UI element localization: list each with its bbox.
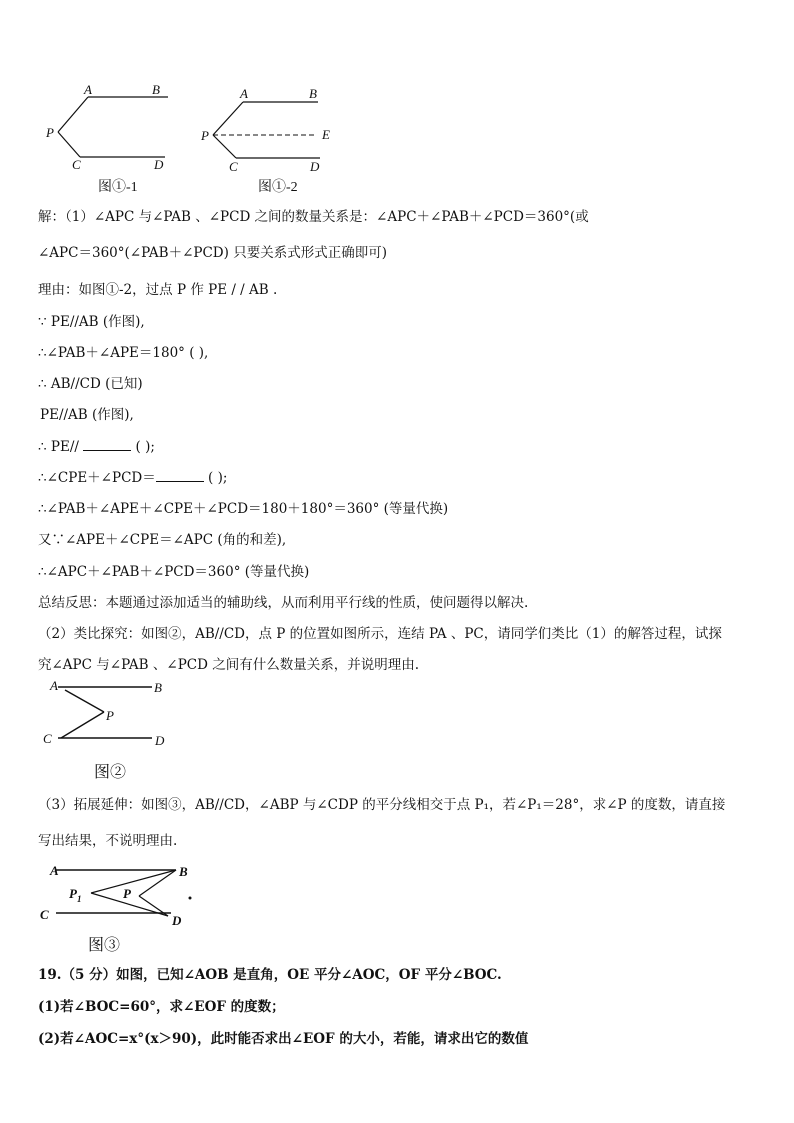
figure-3 — [36, 858, 206, 958]
label-c: C — [43, 731, 52, 746]
part-3-line-1: （3）拓展延伸：如图③，AB//CD，∠ABP 与∠CDP 的平分线相交于点 P₁，若∠P₁＝28°，求∠P 的度数，请直接 — [38, 797, 726, 813]
reason-line: 理由：如图①-2，过点 P 作 PE / / AB . — [38, 282, 278, 298]
solution-line-2: ∠APC＝360°(∠PAB＋∠PCD) 只要关系式形式正确即可) — [38, 245, 387, 261]
question-19-part-2: (2)若∠AOC=x°(x＞90)，此时能否求出∠EOF 的大小，若能，请求出它的数值 — [38, 1031, 529, 1047]
proof-line-5 — [38, 438, 768, 456]
label-a: A — [50, 863, 59, 878]
part-2-line-1: （2）类比探究：如图②，AB//CD，点 P 的位置如图所示，连结 PA 、PC，请同学们类比（1）的解答过程，试探 — [38, 626, 722, 642]
proof-line-4: PE//AB (作图), — [40, 407, 134, 423]
label-d: D — [155, 733, 165, 748]
label-b: B — [309, 86, 317, 101]
question-19-stem: 19.（5 分）如图，已知∠AOB 是直角，OE 平分∠AOC，OF 平分∠BOC. — [38, 967, 502, 983]
figure-2 — [40, 676, 200, 786]
label-p1 — [69, 886, 81, 904]
label-p1-subscript: 1 — [76, 894, 82, 904]
label-b: B — [152, 82, 160, 97]
figure-caption: 图①-1 — [98, 180, 138, 195]
proof-line-9: ∴∠APC＋∠PAB＋∠PCD＝360° (等量代换) — [38, 564, 310, 580]
question-19-part-1: (1)若∠BOC=60°，求∠EOF 的度数； — [38, 999, 285, 1015]
label-p: P — [46, 125, 54, 140]
label-c: C — [72, 157, 81, 172]
label-p: P — [123, 886, 131, 901]
figure-1-2-diagram — [198, 80, 348, 195]
label-a: A — [84, 82, 92, 97]
proof-line-3: ∴ AB//CD (已知) — [38, 376, 143, 392]
label-d: D — [172, 913, 182, 928]
label-a: A — [240, 86, 248, 101]
label-d: D — [310, 159, 320, 174]
part-2-line-2: 究∠APC 与∠PAB 、∠PCD 之间有什么数量关系，并说明理由. — [38, 657, 420, 673]
proof-line-6-post: ( ); — [203, 470, 228, 486]
label-p: P — [106, 708, 114, 723]
summary-line: 总结反思：本题通过添加适当的辅助线，从而利用平行线的性质，使问题得以解决. — [38, 595, 529, 611]
proof-line-6 — [38, 469, 768, 487]
proof-line-1: ∵ PE//AB (作图), — [38, 314, 145, 330]
figure-1-1-diagram — [40, 80, 180, 195]
label-a: A — [50, 678, 58, 693]
figure-caption: 图② — [94, 764, 127, 781]
figure-2-diagram — [40, 676, 200, 786]
label-c: C — [40, 907, 49, 922]
proof-line-2: ∴∠PAB＋∠APE＝180° ( ), — [38, 345, 209, 361]
label-e: E — [322, 127, 330, 142]
label-c: C — [229, 159, 238, 174]
figure-1-2 — [198, 80, 348, 195]
proof-line-8: 又∵∠APE＋∠CPE＝∠APC (角的和差), — [38, 532, 287, 548]
answer-blank[interactable] — [83, 438, 131, 451]
proof-line-6-pre: ∴∠CPE＋∠PCD＝ — [38, 470, 156, 486]
proof-line-5-pre: ∴ PE// — [38, 439, 84, 455]
figure-1-1 — [40, 80, 180, 195]
figure-3-diagram — [36, 858, 206, 958]
proof-line-7: ∴∠PAB＋∠APE＋∠CPE＋∠PCD＝180＋180°＝360° (等量代换) — [38, 501, 449, 517]
proof-line-5-post: ( ); — [131, 439, 155, 455]
answer-blank[interactable] — [156, 469, 204, 482]
label-b: B — [154, 680, 162, 695]
figure-caption: 图①-2 — [258, 180, 298, 195]
figure-caption: 图③ — [88, 937, 121, 954]
label-d: D — [154, 157, 164, 172]
label-b: B — [179, 864, 188, 879]
label-p: P — [201, 128, 209, 143]
label-p1-main: P — [69, 886, 77, 901]
solution-line-1: 解：（1）∠APC 与∠PAB 、∠PCD 之间的数量关系是：∠APC＋∠PAB＋∠PCD＝360°(或 — [38, 209, 589, 225]
part-3-line-2: 写出结果，不说明理由. — [38, 833, 178, 849]
